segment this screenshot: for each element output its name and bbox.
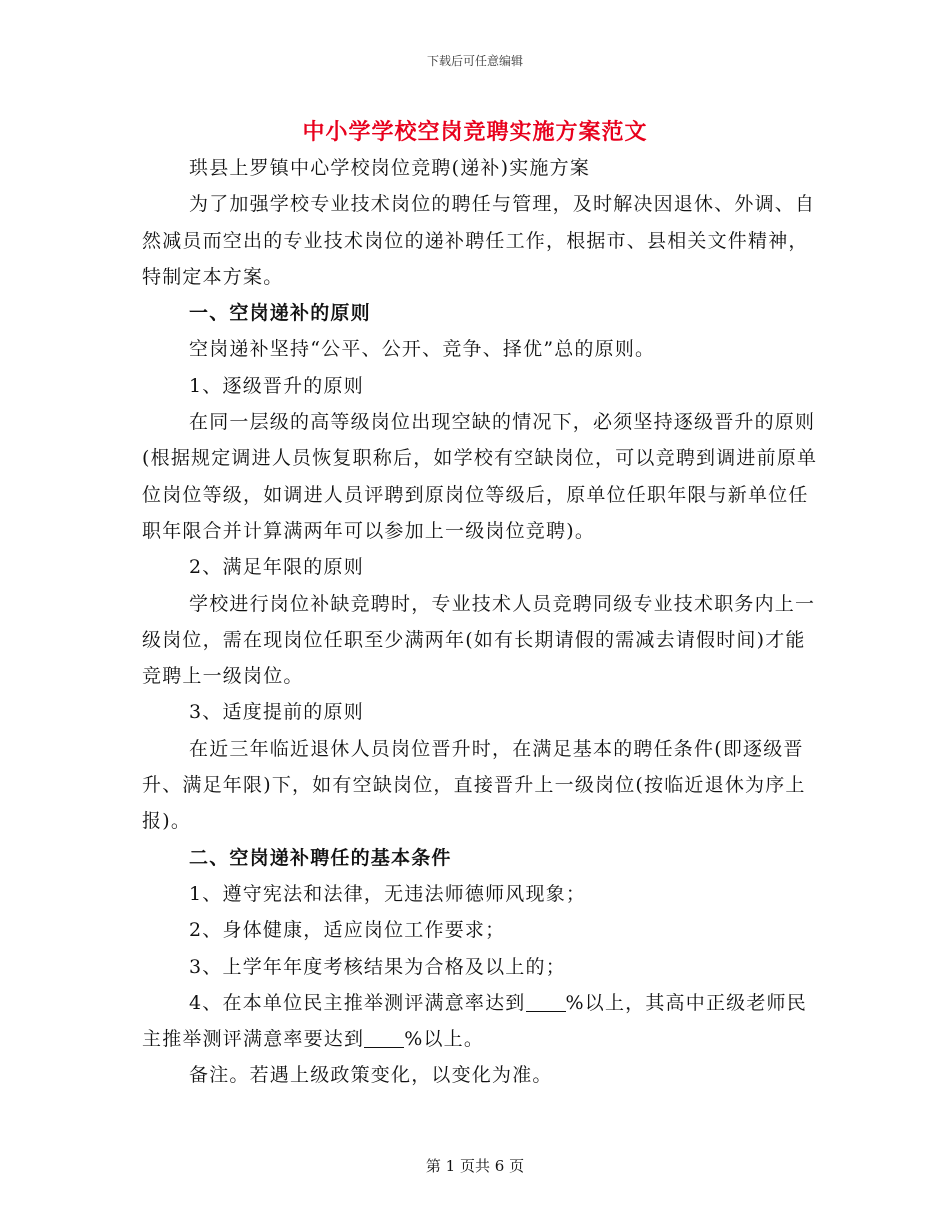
list-item: 1、遵守宪法和法律，无违法师德师风现象； — [189, 882, 587, 905]
section-heading-2: 二、空岗递补聘任的基本条件 — [189, 846, 452, 869]
page-header: 下载后可任意编辑 — [426, 54, 523, 68]
paragraph: 在同一层级的高等级岗位出现空缺的情况下，必须坚持逐级晋升的原则(根据规定调进人员恢复职称后，如学校有空缺岗位，可以竞聘到调进前原单位岗位等级，如调进人员评聘到原岗位等级后，原单位任职年限与新单位任职年限合并计算满两年可以参加上一级岗位竞聘)。 — [142, 411, 818, 542]
paragraph: 在近三年临近退休人员岗位晋升时，在满足基本的聘任条件(即逐级晋升、满足年限)下，如有空缺岗位，直接晋升上一级岗位(按临近退休为序上报)。 — [142, 737, 806, 833]
document-body — [142, 150, 822, 1094]
paragraph: 学校进行岗位补缺竞聘时，专业技术人员竞聘同级专业技术职务内上一级岗位，需在现岗位任职至少满两年(如有长期请假的需减去请假时间)才能竞聘上一级岗位。 — [142, 592, 816, 688]
document-title: 中小学学校空岗竞聘实施方案范文 — [302, 119, 648, 145]
subheading: 1、逐级晋升的原则 — [189, 374, 364, 397]
list-item: 2、身体健康，适应岗位工作要求； — [189, 919, 506, 942]
page-footer: 第 1 页共 6 页 — [425, 1157, 525, 1175]
subheading: 3、适度提前的原则 — [189, 701, 364, 724]
subheading: 2、满足年限的原则 — [189, 556, 364, 579]
list-item: 3、上学年年度考核结果为合格及以上的； — [189, 955, 566, 978]
fill-blank — [526, 992, 566, 1012]
list-item-text: %以上。 — [404, 1028, 485, 1051]
subtitle-paragraph: 珙县上罗镇中心学校岗位竞聘(递补)实施方案 — [189, 157, 591, 179]
list-item — [142, 985, 822, 1058]
fill-blank — [364, 1028, 404, 1048]
list-item-text: 4、在本单位民主推举测评满意率达到 — [189, 991, 526, 1014]
list-item-text: %以上，其高中正级老师民主推举测评满意率要达到 — [142, 991, 807, 1051]
paragraph: 空岗递补坚持“公平、公开、竞争、择优”总的原则。 — [189, 338, 656, 361]
intro-paragraph: 为了加强学校专业技术岗位的聘任与管理，及时解决因退休、外调、自然减员而空出的专业技术岗位的递补聘任工作，根据市、县相关文件精神，特制定本方案。 — [142, 193, 816, 288]
note-paragraph: 备注。若遇上级政策变化，以变化为准。 — [189, 1064, 553, 1087]
section-heading-1: 一、空岗递补的原则 — [189, 302, 371, 325]
